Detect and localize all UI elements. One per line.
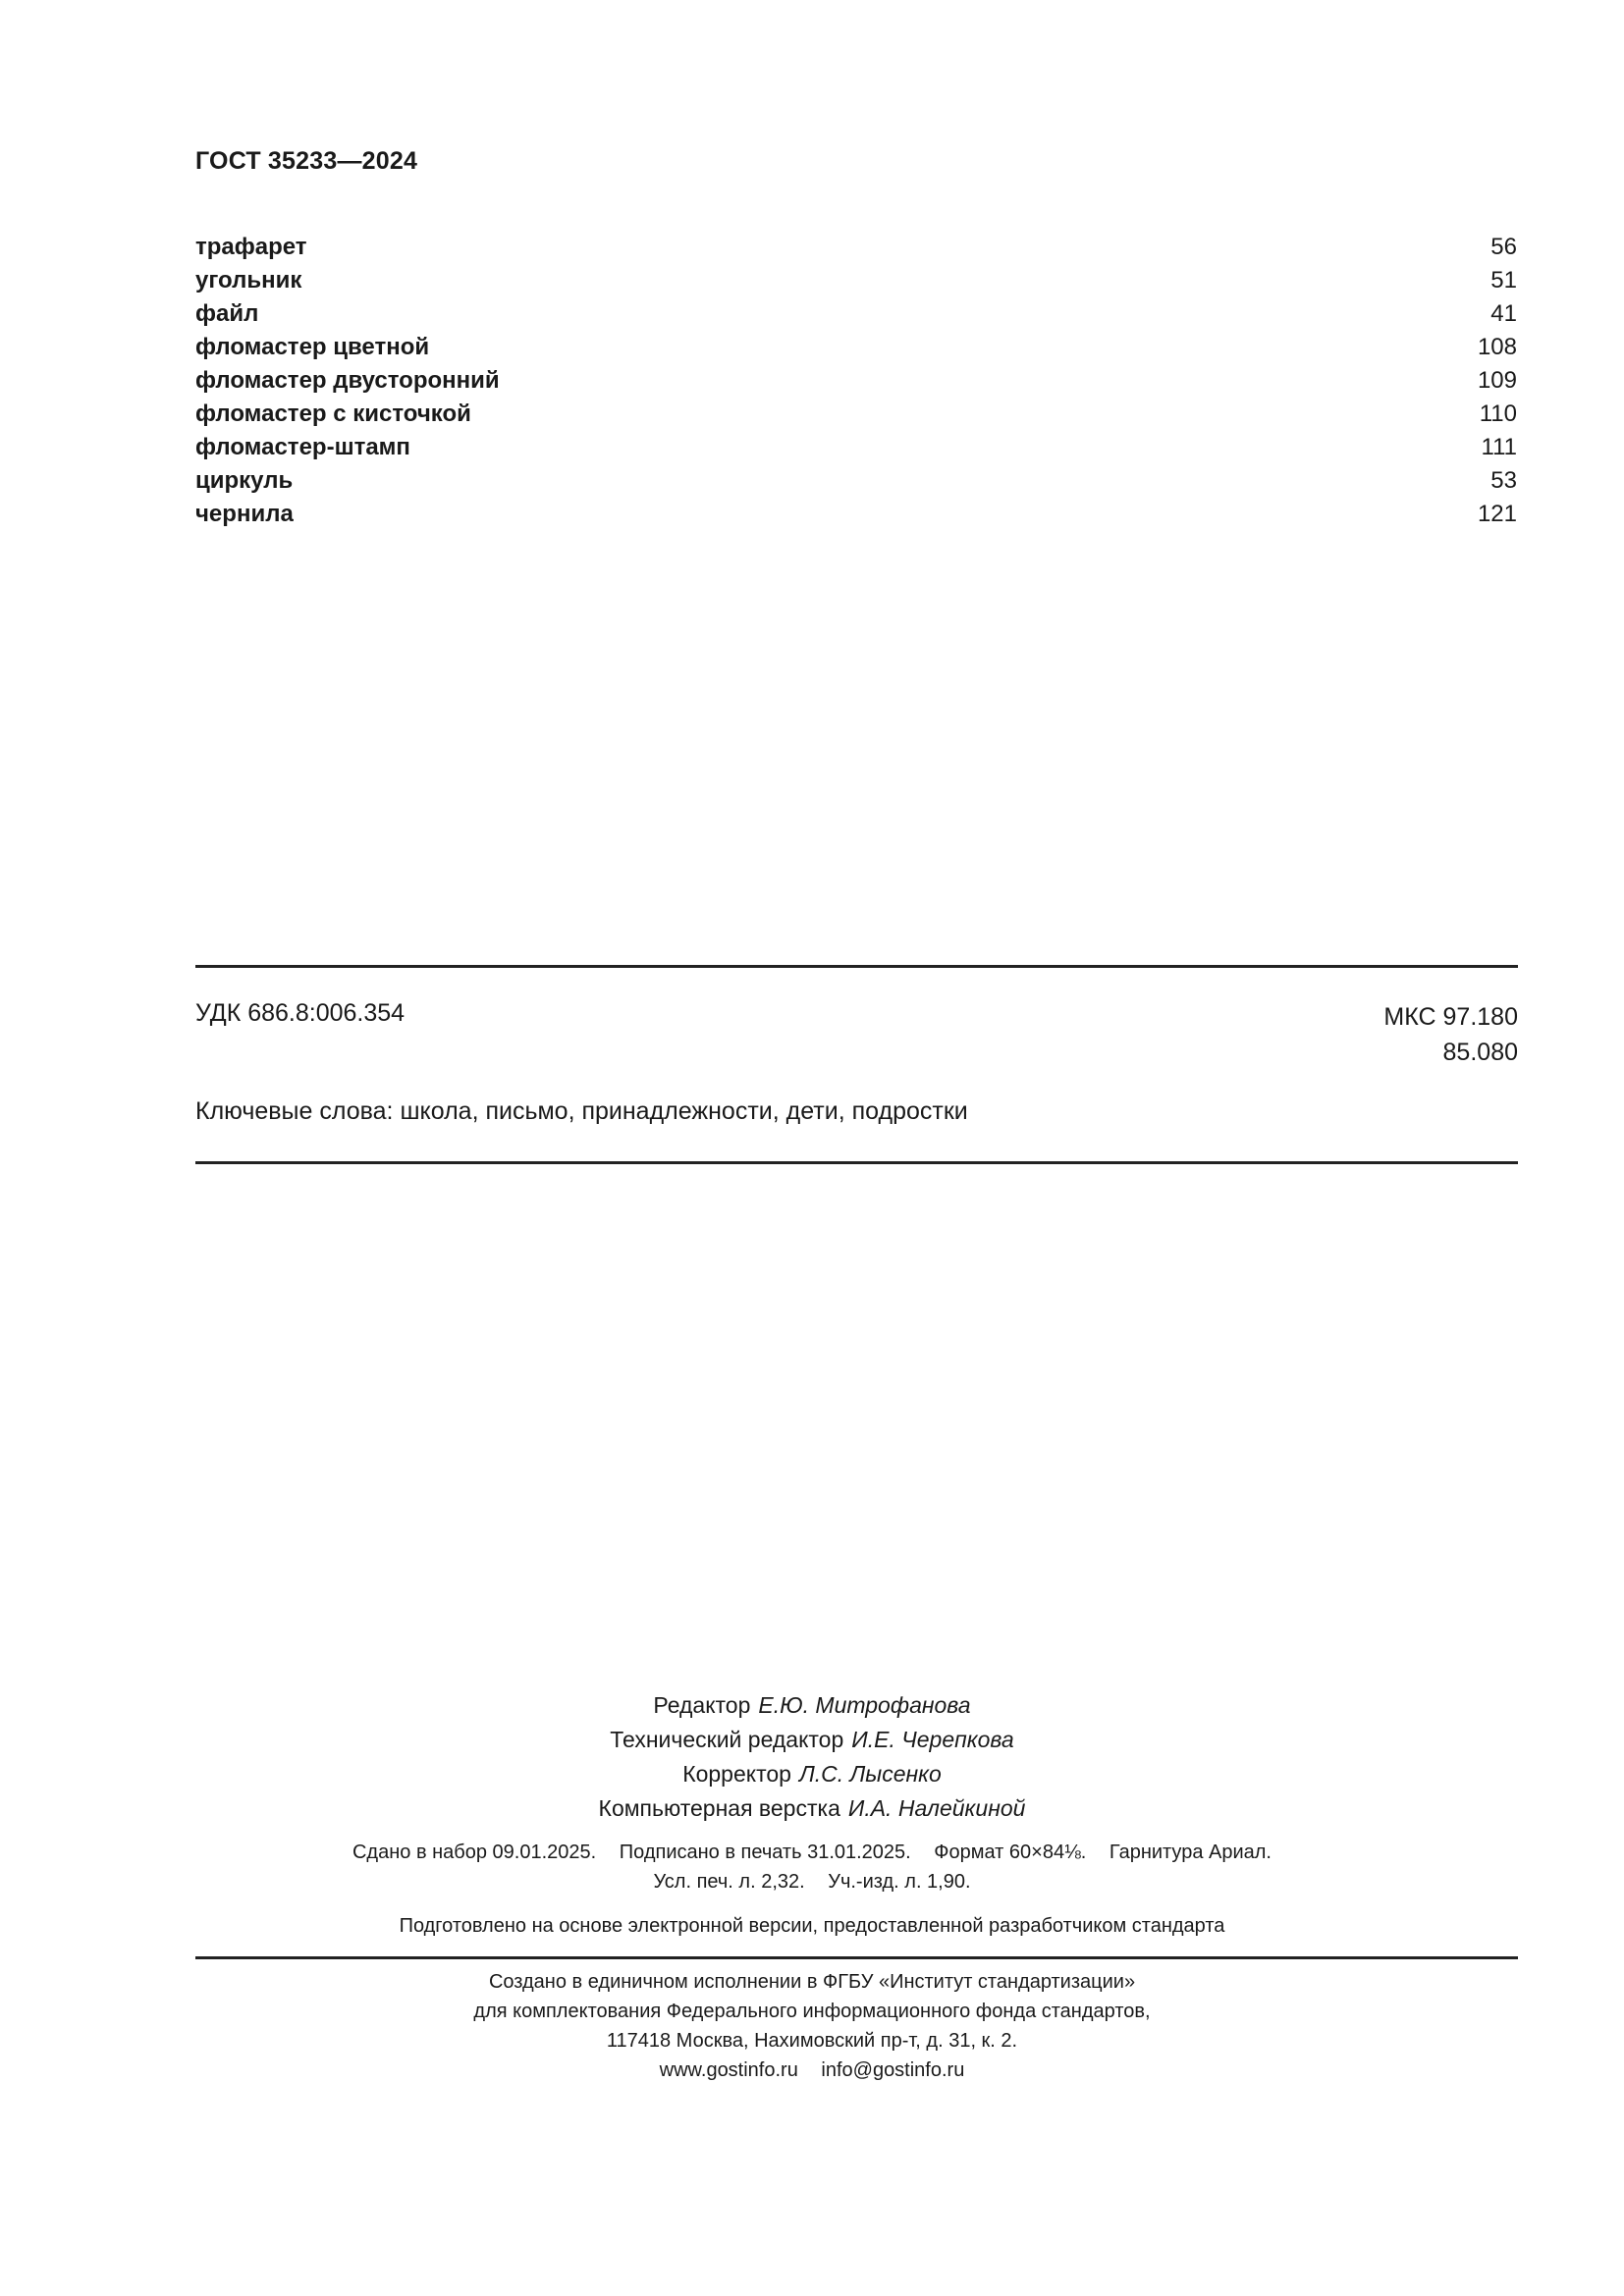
credit-line <box>0 1757 1624 1791</box>
index-entry <box>195 434 1517 467</box>
credit-name: И.Е. Черепкова <box>851 1727 1014 1752</box>
index-entry <box>195 234 1517 267</box>
credit-line <box>0 1791 1624 1826</box>
credit-line <box>0 1723 1624 1757</box>
publisher-contacts <box>0 2056 1624 2085</box>
index-page-number: 109 <box>1477 367 1517 394</box>
index-page-number: 41 <box>1490 300 1517 327</box>
typeface: Гарнитура Ариал. <box>1109 1842 1272 1863</box>
keywords: Ключевые слова: школа, письмо, принадлежности, дети, подростки <box>195 1097 968 1125</box>
print-details <box>0 1838 1624 1896</box>
prepared-note: Подготовлено на основе электронной версии, предоставленной разработчиком стандарта <box>399 1915 1225 1937</box>
index-entry <box>195 367 1517 400</box>
index-page-number: 51 <box>1490 267 1517 294</box>
editorial-credits <box>0 1688 1624 1826</box>
divider-bottom <box>195 1956 1518 1959</box>
index-entry <box>195 501 1517 534</box>
printed-sheets: Усл. печ. л. 2,32. <box>653 1871 805 1893</box>
credit-role: Редактор <box>653 1692 751 1718</box>
paper-format: Формат 60×84⅛. <box>934 1842 1087 1863</box>
index-page-number: 111 <box>1481 434 1517 460</box>
index-term: чернила <box>195 501 294 527</box>
index-page-number: 56 <box>1490 234 1517 260</box>
website-link[interactable]: www.gostinfo.ru <box>659 2059 798 2081</box>
alphabetical-index <box>195 234 1517 534</box>
index-page-number: 110 <box>1479 400 1517 427</box>
publisher-line: для комплектования Федерального информационного фонда стандартов, <box>473 2001 1151 2022</box>
index-term: фломастер-штамп <box>195 434 410 460</box>
credit-role: Технический редактор <box>610 1727 844 1752</box>
index-page-number: 121 <box>1477 501 1517 527</box>
document-number: ГОСТ 35233—2024 <box>195 147 418 175</box>
publisher-line: Создано в единичном исполнении в ФГБУ «Институт стандартизации» <box>488 1971 1136 1993</box>
credit-name: И.А. Налейкиной <box>847 1795 1026 1821</box>
divider-middle <box>195 1161 1518 1164</box>
publishing-sheets: Уч.-изд. л. 1,90. <box>828 1871 971 1893</box>
index-entry <box>195 400 1517 434</box>
divider-top <box>195 965 1518 968</box>
index-term: циркуль <box>195 467 294 494</box>
udk-code: УДК 686.8:006.354 <box>195 999 406 1027</box>
print-details-line1 <box>0 1838 1624 1867</box>
index-term: трафарет <box>195 234 307 260</box>
index-entry <box>195 467 1517 501</box>
index-term: фломастер с кисточкой <box>195 400 471 427</box>
index-entry <box>195 300 1517 334</box>
submitted-date: Сдано в набор 09.01.2025. <box>352 1842 597 1863</box>
credit-line <box>0 1688 1624 1723</box>
credit-role: Компьютерная верстка <box>598 1795 840 1821</box>
index-entry <box>195 334 1517 367</box>
index-term: угольник <box>195 267 302 294</box>
signed-date: Подписано в печать 31.01.2025. <box>619 1842 911 1863</box>
email-link[interactable]: info@gostinfo.ru <box>821 2059 965 2081</box>
mks-code-primary: МКС 97.180 <box>1383 1003 1518 1031</box>
print-details-line2 <box>0 1867 1624 1896</box>
index-term: фломастер цветной <box>195 334 430 360</box>
index-page-number: 53 <box>1490 467 1517 494</box>
index-entry <box>195 267 1517 300</box>
mks-code-secondary: 85.080 <box>1442 1039 1518 1066</box>
credit-name: Е.Ю. Митрофанова <box>758 1692 971 1718</box>
credit-role: Корректор <box>682 1761 791 1787</box>
index-page-number: 108 <box>1477 334 1517 360</box>
index-term: фломастер двусторонний <box>195 367 500 394</box>
mks-codes <box>1383 999 1518 1070</box>
publisher-address: 117418 Москва, Нахимовский пр-т, д. 31, к. 2. <box>606 2030 1018 2052</box>
publisher-info <box>0 1967 1624 2085</box>
index-term: файл <box>195 300 259 327</box>
credit-name: Л.С. Лысенко <box>798 1761 942 1787</box>
